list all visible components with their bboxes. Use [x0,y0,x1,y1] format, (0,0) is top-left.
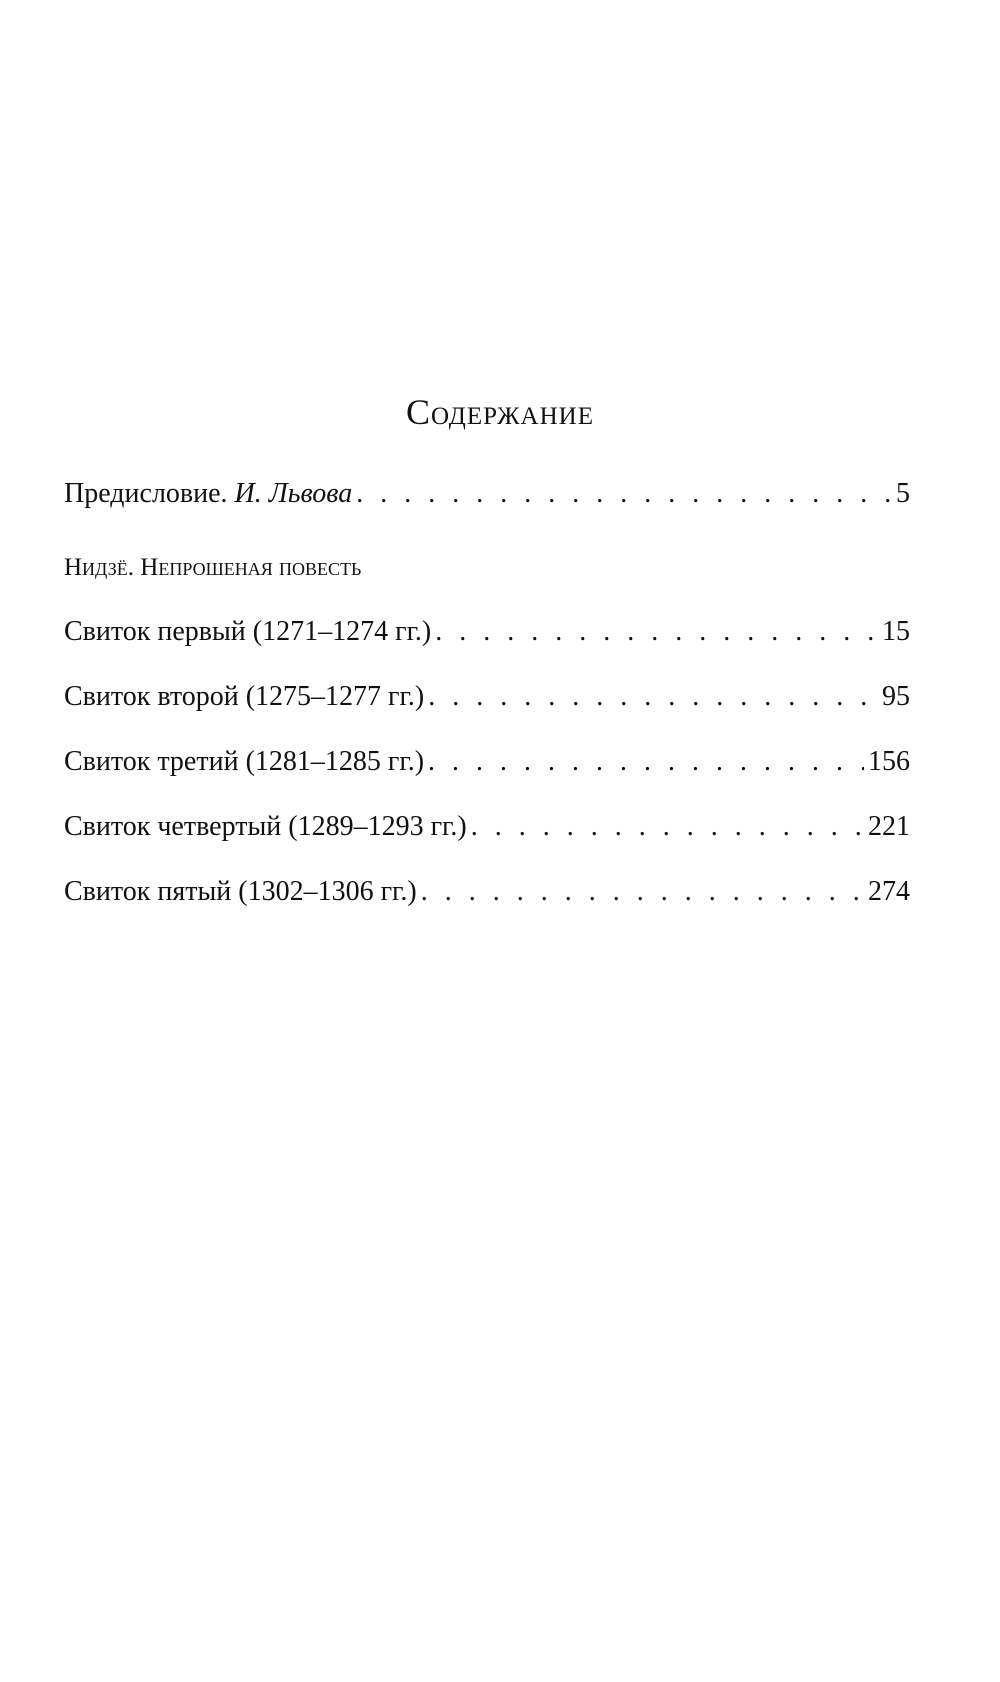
toc-page-number: 274 [868,876,910,907]
dot-leader [428,742,864,782]
toc-entry-preface[interactable] [64,474,910,514]
toc-page-number: 5 [896,478,910,509]
preface-title: Предисловие. [64,478,228,509]
toc-entry[interactable] [64,612,910,652]
toc-entry-title [64,474,352,514]
preface-author: И. Львова [234,478,353,509]
toc-page-number: 95 [882,681,910,712]
section-title: Нидзё. Непрошеная повесть [64,554,362,581]
toc-page-number: 15 [882,616,910,647]
toc-page-number: 156 [868,746,910,777]
dot-leader [356,474,892,514]
dot-leader [428,677,878,717]
toc-entry-title: Свиток третий (1281–1285 гг.) [64,746,425,777]
toc-entry[interactable] [64,742,910,782]
toc-entry[interactable] [64,807,910,847]
toc-entry[interactable] [64,872,910,912]
page-title: Содержание [405,392,594,432]
toc-entry-title: Свиток четвертый (1289–1293 гг.) [64,811,467,842]
dot-leader [471,807,864,847]
dot-leader [421,872,864,912]
toc-entry-title: Свиток второй (1275–1277 гг.) [64,681,425,712]
toc-page-number: 221 [868,811,910,842]
toc-entry[interactable] [64,677,910,717]
dot-leader [435,612,878,652]
toc-entry-title: Свиток пятый (1302–1306 гг.) [64,876,417,907]
toc-entry-title: Свиток первый (1271–1274 гг.) [64,616,432,647]
